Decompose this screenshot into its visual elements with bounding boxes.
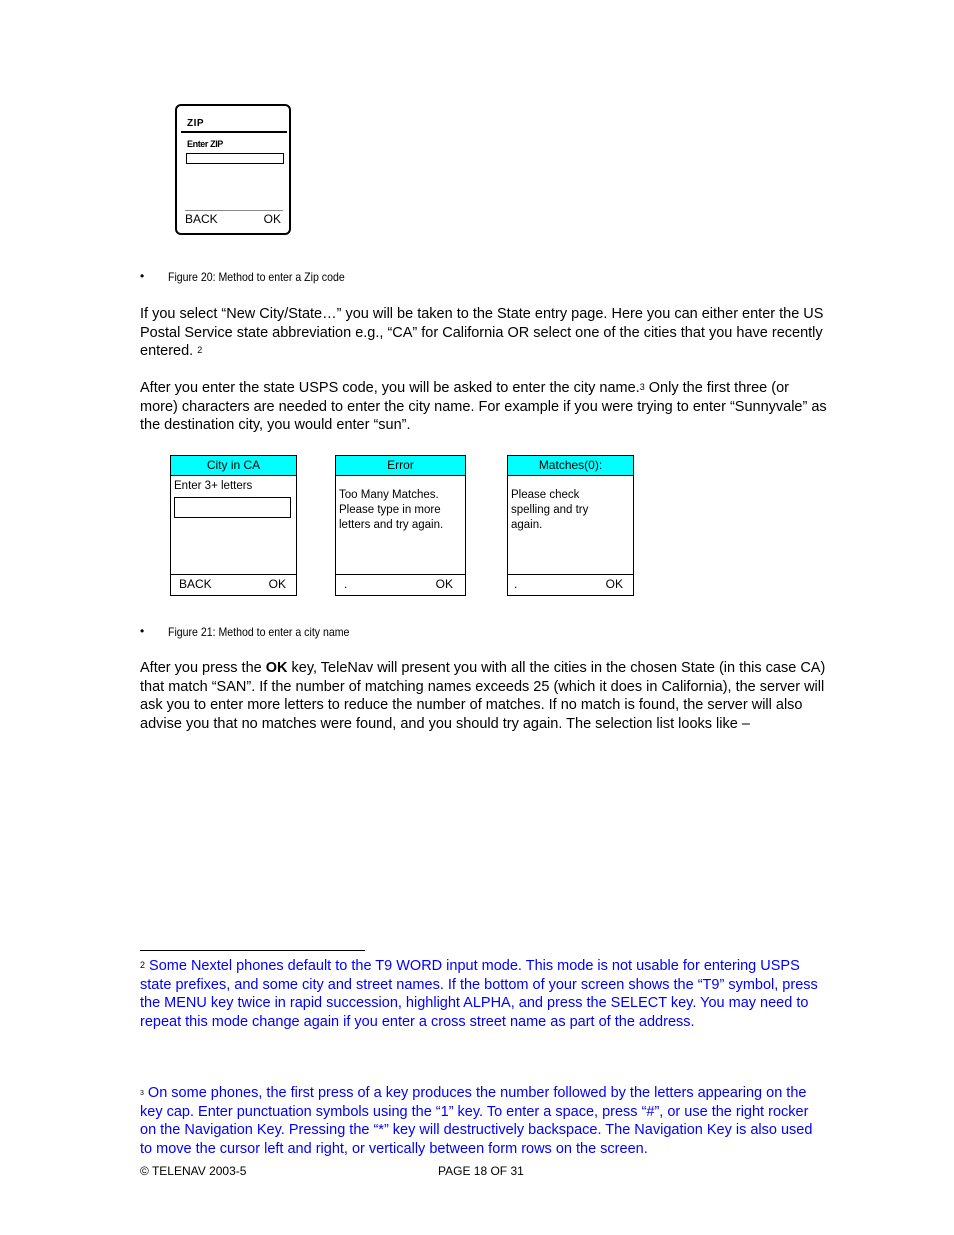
zip-field-label: Enter ZIP [187, 139, 223, 149]
city-screen-header: City in CA [171, 456, 296, 476]
figure-20-caption-text: Figure 20: Method to enter a Zip code [168, 270, 345, 284]
figure-21-caption-text: Figure 21: Method to enter a city name [168, 625, 350, 639]
paragraph-text: After you enter the state USPS code, you will be asked to enter the city name. [140, 380, 640, 396]
zip-softkey-divider [185, 210, 283, 211]
city-back-softkey: BACK [179, 577, 212, 591]
error-screen-softkeys [336, 574, 465, 595]
zip-screen-mockup [175, 104, 291, 235]
matches-left-softkey: . [514, 577, 518, 591]
error-screen [335, 455, 466, 596]
paragraph-new-city-state [140, 305, 830, 361]
footnote-3-mark: 3 [140, 1090, 144, 1097]
matches-screen-header: Matches(0): [508, 456, 633, 476]
city-screen-prompt: Enter 3+ letters [174, 480, 253, 492]
matches-screen-softkeys [508, 574, 633, 595]
zip-back-softkey: BACK [185, 212, 218, 226]
error-left-softkey: . [344, 577, 348, 591]
footnote-2-text: Some Nextel phones default to the T9 WORD input mode. This mode is not usable for entering USPS state prefixes, and some city and street names. If the bottom of your screen shows the “T9” symbol, press the MENU key twice in rapid succession, highlight ALPHA, and press the SELECT key. You may need to repeat this mode change again if you enter a cross street name as part of the address. [140, 958, 818, 1031]
bullet: • [140, 624, 145, 638]
city-screen-softkeys [171, 574, 296, 595]
zip-screen-title: ZIP [187, 118, 205, 129]
paragraph-selection-list [140, 659, 830, 734]
ok-key-bold: OK [265, 660, 288, 676]
city-ok-softkey: OK [268, 577, 286, 591]
zip-input-box [186, 153, 284, 164]
city-input-box [174, 497, 291, 518]
bullet: • [140, 269, 145, 283]
footnote-separator [140, 950, 365, 951]
error-screen-message: Too Many Matches. Please type in more letters and try again. [339, 489, 444, 531]
matches-screen-message: Please check spelling and try again. [511, 489, 589, 531]
paragraph-state-code [140, 379, 830, 435]
error-ok-softkey: OK [435, 577, 453, 591]
paragraph-text: If you select “New City/State…” you will be taken to the State entry page. Here you can either enter the US Postal Service state abbreviation e.g., “CA” for California OR select one of the cities that you have recently entered. [140, 306, 824, 360]
footnote-2-mark: 2 [140, 960, 146, 970]
footnote-3 [140, 1084, 820, 1159]
city-entry-screen [170, 455, 297, 596]
footer-copyright: © TELENAV 2003-5 [140, 1164, 247, 1178]
footnote-2 [140, 957, 820, 1032]
zip-ok-softkey: OK [263, 212, 281, 226]
footer-page-number: PAGE 18 OF 31 [438, 1164, 524, 1178]
error-screen-header: Error [336, 456, 465, 476]
footnote-ref-3: 3 [639, 382, 645, 392]
zip-title-divider [181, 131, 287, 133]
paragraph-text: key, TeleNav will present you with all the cities in the chosen State (in this case CA) that match “SAN”. If the number of matching names exceeds 25 (which it does in California), the server will ask you to enter more letters to reduce the number of matches. If no match is found, the server will also advise you that no matches were found, and you should try again. The selection list looks like – [140, 660, 826, 733]
matches-ok-softkey: OK [605, 577, 623, 591]
footnote-ref-2: 2 [197, 345, 203, 356]
matches-screen [507, 455, 634, 596]
footnote-3-text: On some phones, the first press of a key produces the number followed by the letters appearing on the key cap. Enter punctuation symbols using the “1” key. To enter a space, press “#”, or use the right rocker on the Navigation Key. Pressing the “*” key will destructively backspace. The Navigation Key is also used to move the cursor left and right, or vertically between form rows on the screen. [140, 1085, 813, 1158]
paragraph-text: Only the first three (or more) characters are needed to enter the city name. For example if you were trying to enter “Sunnyvale” as the destination city, you would enter “sun”. [140, 380, 827, 434]
paragraph-text: After you press the [140, 660, 266, 676]
